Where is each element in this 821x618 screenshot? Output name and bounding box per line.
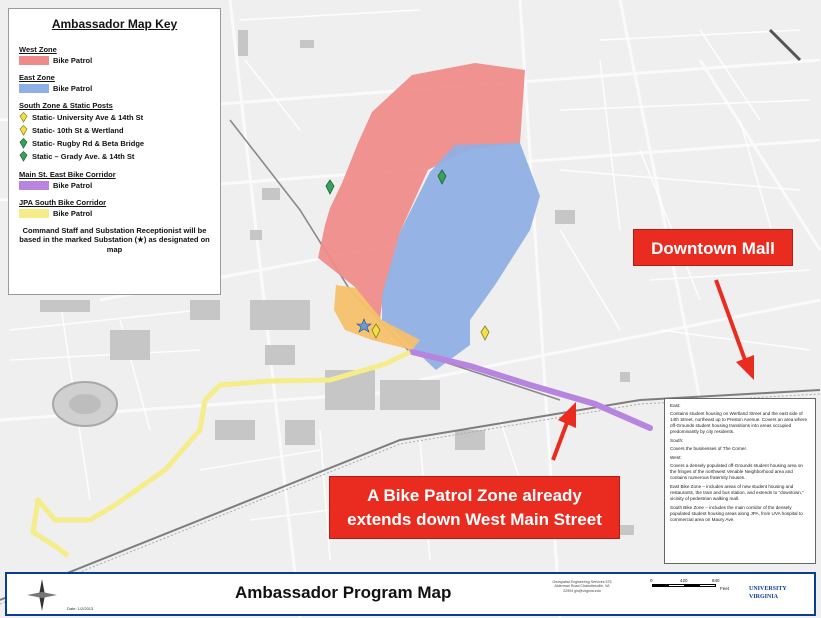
legend-main-st — [19, 170, 210, 190]
uva-logo-line1: UNIVERSITY — [749, 586, 787, 592]
main-st-label: Bike Patrol — [53, 181, 93, 190]
jpa-label: Bike Patrol — [53, 209, 93, 218]
desc-south-heading: South: — [670, 437, 684, 443]
map-date: Date: 1/2/2013 — [67, 606, 94, 611]
east-zone-label: Bike Patrol — [53, 84, 93, 93]
desc-west-heading: West: — [670, 454, 682, 460]
north-arrow-icon — [25, 577, 59, 613]
legend-south-zone — [19, 101, 210, 162]
map-title: Ambassador Program Map — [235, 583, 452, 602]
post-grady-label: Static – Grady Ave. & 14th St — [32, 152, 135, 161]
uva-logo-line2: VIRGINIA — [749, 594, 779, 600]
legend-south-heading: South Zone & Static Posts — [19, 101, 113, 110]
scale-bar — [628, 578, 738, 608]
scale-unit: Feet — [720, 586, 730, 591]
pin-green-icon — [19, 138, 28, 149]
legend-west-zone — [19, 45, 210, 65]
scale-2: 840 — [712, 578, 720, 583]
bike-patrol-callout-line2: extends down West Main Street — [347, 510, 602, 529]
desc-east-text: Contains student housing on Wertland Street and the east side of 14th Street, northeast up to Preston Avenue. Covers an area where off-Grounds student housing transitions into areas occupied predominantly by city residents. — [670, 410, 808, 434]
legend-jpa — [19, 198, 210, 218]
scale-bar-graphic — [652, 584, 716, 587]
pin-yellow-icon — [19, 125, 28, 136]
main-st-swatch — [19, 181, 49, 190]
west-zone-swatch — [19, 56, 49, 65]
legend-substation-note: Command Staff and Substation Receptionist will be based in the marked Substation (★) as designated on map — [19, 226, 210, 254]
scale-1: 420 — [680, 578, 688, 583]
map-title-bar — [5, 572, 816, 616]
map-legend — [8, 8, 221, 295]
legend-east-heading: East Zone — [19, 73, 55, 82]
jpa-swatch — [19, 209, 49, 218]
post-rugby-label: Static- Rugby Rd & Beta Bridge — [32, 139, 145, 148]
scale-0: 0 — [650, 578, 653, 583]
legend-title: Ambassador Map Key — [51, 17, 178, 31]
pin-green-icon — [19, 151, 28, 162]
east-zone-swatch — [19, 84, 49, 93]
west-zone-label: Bike Patrol — [53, 56, 93, 65]
post-wertland-label: Static- 10th St & Wertland — [32, 126, 124, 135]
uva-logo — [749, 581, 813, 611]
zone-description-box — [664, 398, 816, 564]
legend-east-zone — [19, 73, 210, 93]
bike-patrol-callout — [329, 476, 620, 539]
legend-west-heading: West Zone — [19, 45, 57, 54]
downtown-mall-callout: Downtown Mall — [633, 229, 793, 266]
desc-south-bike-text: South Bike Zone – includes the main corridor of the densely populated student housing areas along JPA, from UVA hospital to commercial area on Maury Ave. — [670, 504, 803, 522]
legend-jpa-heading: JPA South Bike Corridor — [19, 198, 107, 207]
desc-south-text: Covers the businesses of The Corner. — [670, 445, 748, 451]
gis-credit: Geospatial Engineering Services 575 Alderman Road Charlottesville, VA 22904 gis@virginia.edu — [552, 580, 612, 593]
bike-patrol-callout-line1: A Bike Patrol Zone already — [367, 486, 582, 505]
pin-yellow-icon — [19, 112, 28, 123]
desc-east-heading: East: — [670, 403, 681, 408]
legend-main-st-heading: Main St. East Bike Corridor — [19, 170, 116, 179]
post-university-label: Static- University Ave & 14th St — [32, 113, 144, 122]
desc-east-bike-text: East Bike Zone – includes areas of new student housing and restaurants, the train and bus station, and extends to "downtown," vicinity of pedestrian walking mall. — [670, 483, 804, 501]
desc-west-text: Covers a densely populated off-Grounds student housing area on the fringes of the northwest Venable Neighborhood area and contains numerous fraternity houses. — [670, 462, 803, 480]
